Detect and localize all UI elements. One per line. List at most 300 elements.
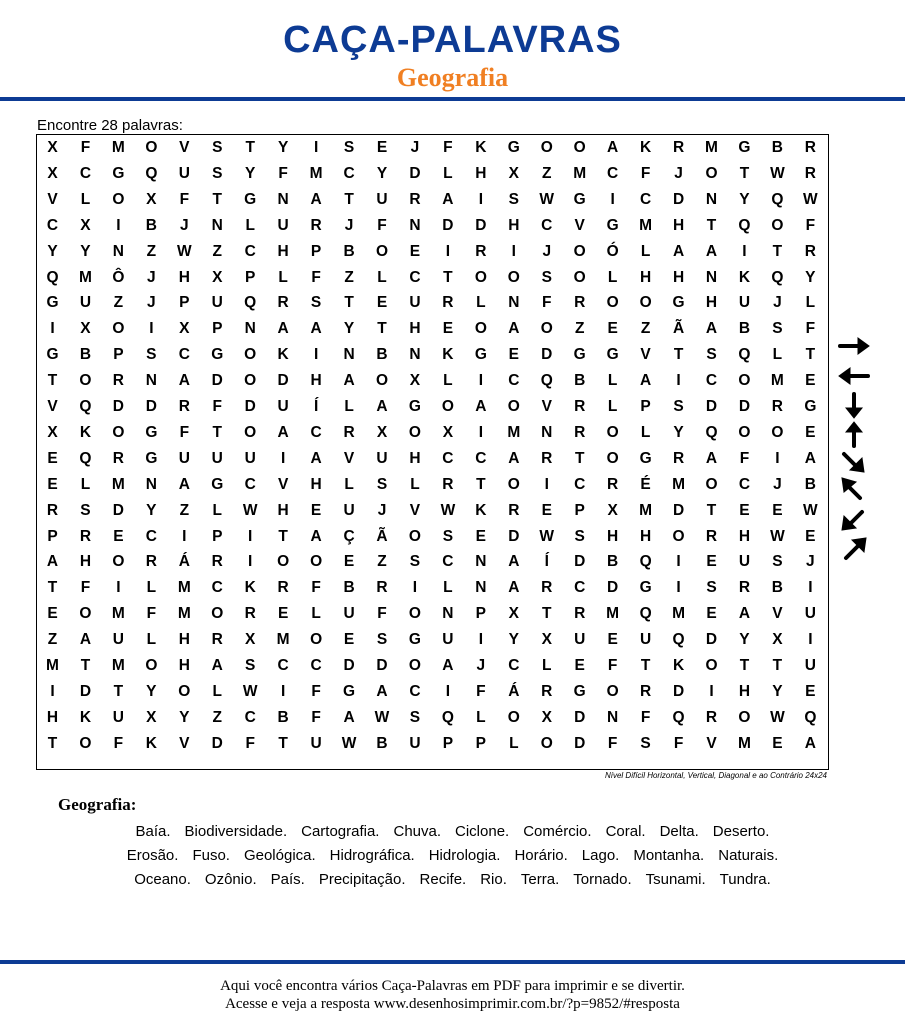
- word-item: Tsunami.: [645, 871, 706, 888]
- grid-letter: I: [478, 423, 483, 441]
- grid-letter: U: [376, 190, 388, 208]
- grid-letter: O: [606, 682, 619, 700]
- grid-letter: H: [607, 527, 619, 545]
- grid-letter: O: [310, 631, 323, 649]
- grid-letter: C: [277, 657, 289, 674]
- grid-letter: F: [212, 398, 222, 415]
- grid-letter: Z: [212, 708, 222, 726]
- grid-letter: Y: [146, 682, 157, 700]
- word-list-title: Geografia:: [58, 795, 137, 814]
- grid-letter: B: [376, 734, 388, 752]
- grid-letter: B: [738, 320, 751, 338]
- grid-letter: K: [79, 708, 92, 726]
- word-item: Baía.: [135, 823, 171, 840]
- grid-letter: A: [310, 449, 322, 467]
- grid-letter: X: [607, 501, 618, 519]
- grid-letter: B: [607, 553, 619, 571]
- grid-letter: Ã: [376, 527, 388, 545]
- grid-letter: Y: [673, 423, 684, 441]
- grid-letter: P: [475, 605, 487, 623]
- grid-letter: L: [607, 398, 618, 415]
- arrow-up-left-icon: [842, 478, 860, 498]
- grid-letter: O: [771, 216, 784, 234]
- grid-letter: Q: [738, 216, 751, 234]
- grid-letter: O: [79, 605, 92, 623]
- grid-letter: X: [772, 631, 783, 649]
- grid-letter: R: [804, 242, 816, 260]
- grid-letter: G: [46, 346, 59, 364]
- grid-letter: Q: [540, 372, 553, 390]
- grid-letter: L: [80, 190, 91, 208]
- grid-letter: I: [412, 579, 418, 597]
- grid-letter: A: [79, 631, 92, 649]
- grid-letter: M: [606, 605, 620, 623]
- grid-letter: G: [211, 475, 224, 493]
- grid-letter: E: [574, 657, 585, 674]
- grid-letter: X: [508, 605, 519, 623]
- word-item: Ozônio.: [204, 871, 257, 888]
- grid-letter: U: [211, 449, 223, 467]
- grid-letter: N: [409, 346, 421, 364]
- grid-letter: T: [47, 372, 58, 390]
- grid-letter: H: [738, 527, 751, 545]
- grid-letter: J: [179, 216, 189, 234]
- grid-letter: I: [775, 449, 780, 467]
- grid-letter: G: [606, 216, 619, 234]
- grid-letter: G: [573, 682, 586, 700]
- grid-letter: R: [804, 164, 816, 182]
- grid-letter: D: [112, 501, 124, 519]
- grid-letter: L: [80, 475, 91, 493]
- grid-letter: I: [445, 242, 451, 260]
- grid-letter: W: [770, 527, 785, 545]
- grid-letter: O: [705, 657, 718, 674]
- grid-letter: P: [640, 398, 651, 415]
- grid-letter: O: [672, 527, 685, 545]
- arrow-right-icon: [840, 338, 869, 354]
- grid-letter: B: [79, 346, 92, 364]
- grid-letter: E: [113, 527, 124, 545]
- grid-letter: O: [408, 657, 421, 674]
- grid-letter: U: [343, 501, 355, 519]
- grid-letter: Y: [805, 268, 816, 286]
- grid-letter: I: [610, 190, 615, 208]
- grid-letter: E: [805, 527, 816, 545]
- grid-letter: F: [377, 605, 387, 623]
- grid-letter: R: [46, 501, 59, 519]
- grid-letter: F: [311, 682, 321, 700]
- grid-letter: I: [50, 682, 55, 700]
- grid-letter: S: [212, 164, 223, 182]
- grid-letter: F: [673, 734, 684, 752]
- grid-letter: Q: [145, 164, 158, 182]
- grid-letter: H: [738, 682, 751, 700]
- grid-letter: W: [242, 682, 258, 700]
- grid-letter: R: [211, 553, 223, 571]
- grid-letter: T: [113, 682, 124, 700]
- grid-letter: K: [442, 346, 454, 364]
- word-item: Delta.: [659, 823, 699, 840]
- grid-letter: A: [211, 657, 223, 674]
- grid-letter: V: [47, 190, 58, 208]
- grid-letter: U: [277, 398, 289, 415]
- grid-letter: N: [145, 475, 157, 493]
- grid-letter: R: [672, 139, 685, 156]
- grid-letter: D: [738, 398, 751, 415]
- grid-letter: X: [541, 631, 552, 649]
- grid-letter: C: [310, 657, 322, 674]
- grid-letter: O: [573, 268, 586, 286]
- grid-letter: I: [676, 579, 681, 597]
- grid-letter: W: [770, 708, 785, 726]
- grid-letter: O: [507, 708, 520, 726]
- page-subtitle: Geografia: [396, 63, 509, 92]
- grid-letter: S: [508, 190, 519, 208]
- arrow-up-right-icon: [846, 538, 866, 558]
- grid-letter: E: [607, 631, 618, 649]
- arrow-up-icon: [846, 422, 862, 446]
- grid-letter: P: [574, 501, 585, 519]
- grid-letter: F: [146, 605, 157, 623]
- grid-letter: U: [804, 605, 816, 623]
- word-item: Hidrográfica.: [329, 847, 415, 864]
- grid-letter: M: [177, 579, 191, 597]
- grid-letter: V: [574, 216, 585, 234]
- grid-letter: X: [179, 320, 190, 338]
- grid-letter: O: [112, 423, 125, 441]
- grid-letter: D: [145, 398, 157, 415]
- grid-letter: Y: [739, 631, 750, 649]
- grid-letter: F: [245, 734, 255, 752]
- grid-letter: C: [508, 372, 520, 390]
- grid-letter: U: [376, 449, 388, 467]
- grid-letter: X: [47, 164, 58, 182]
- grid-letter: S: [574, 527, 585, 545]
- grid-letter: T: [739, 164, 750, 182]
- grid-letter: G: [145, 449, 158, 467]
- grid-letter: R: [145, 553, 157, 571]
- grid-letter: G: [408, 631, 421, 649]
- grid-letter: A: [46, 553, 59, 571]
- grid-letter: C: [178, 346, 190, 364]
- grid-letter: Q: [244, 294, 257, 312]
- grid-letter: T: [443, 268, 453, 286]
- grid-letter: J: [410, 139, 420, 156]
- grid-letter: F: [179, 190, 190, 208]
- grid-letter: E: [310, 501, 322, 519]
- grid-letter: R: [112, 372, 124, 390]
- grid-letter: P: [245, 268, 256, 286]
- grid-letter: Y: [343, 320, 355, 338]
- grid-letter: H: [178, 268, 190, 286]
- grid-letter: S: [409, 708, 421, 726]
- grid-letter: O: [639, 294, 652, 312]
- grid-letter: L: [640, 242, 651, 260]
- grid-letter: J: [147, 294, 156, 312]
- grid-letter: I: [445, 682, 451, 700]
- word-item: Geológica.: [243, 847, 316, 864]
- arrow-left-icon: [839, 368, 868, 384]
- grid-letter: L: [607, 372, 618, 390]
- grid-letter: C: [310, 423, 322, 441]
- grid-letter: O: [771, 423, 784, 441]
- grid-letter: J: [377, 501, 387, 519]
- puzzle-grid: [36, 134, 829, 770]
- grid-letter: Z: [574, 320, 585, 338]
- grid-letter: Z: [113, 294, 124, 312]
- grid-letter: Y: [508, 631, 519, 649]
- grid-letter: X: [80, 320, 91, 338]
- grid-letter: E: [706, 605, 717, 623]
- grid-letter: R: [376, 579, 388, 597]
- grid-letter: O: [540, 139, 553, 156]
- grid-letter: I: [116, 216, 121, 234]
- grid-letter: A: [804, 449, 816, 467]
- word-item: Fuso.: [192, 847, 230, 864]
- grid-letter: Y: [772, 682, 783, 700]
- grid-letter: S: [640, 734, 651, 752]
- grid-letter: M: [46, 657, 59, 674]
- grid-letter: U: [409, 294, 421, 312]
- word-item: Hidrologia.: [428, 847, 501, 864]
- grid-letter: R: [343, 423, 355, 441]
- grid-letter: U: [211, 294, 223, 312]
- top-divider: [0, 97, 905, 101]
- grid-letter: T: [574, 449, 585, 467]
- grid-letter: M: [705, 139, 718, 156]
- grid-letter: S: [772, 553, 783, 571]
- grid-letter: O: [178, 682, 191, 700]
- grid-letter: T: [772, 657, 783, 674]
- grid-letter: O: [705, 475, 718, 493]
- grid-letter: Z: [212, 242, 222, 260]
- grid-letter: L: [344, 398, 354, 415]
- grid-letter: D: [574, 708, 586, 726]
- grid-letter: P: [212, 320, 223, 338]
- grid-letter: L: [245, 216, 255, 234]
- grid-letter: O: [606, 449, 619, 467]
- grid-letter: U: [639, 631, 652, 649]
- grid-letter: L: [476, 294, 486, 312]
- grid-letter: U: [79, 294, 92, 312]
- grid-letter: Z: [47, 631, 58, 649]
- grid-letter: G: [145, 423, 158, 441]
- grid-letter: L: [805, 294, 816, 312]
- grid-letter: S: [310, 294, 322, 312]
- grid-letter: S: [673, 398, 684, 415]
- grid-letter: Á: [178, 553, 190, 571]
- grid-letter: M: [770, 372, 784, 390]
- grid-letter: T: [542, 605, 552, 623]
- grid-letter: J: [344, 216, 354, 234]
- grid-letter: Ô: [112, 268, 125, 286]
- grid-letter: P: [310, 242, 322, 260]
- grid-letter: W: [242, 501, 258, 519]
- grid-letter: R: [574, 398, 586, 415]
- grid-letter: K: [475, 139, 487, 156]
- grid-letter: H: [277, 501, 289, 519]
- grid-letter: A: [804, 734, 816, 752]
- grid-letter: O: [408, 605, 421, 623]
- grid-letter: F: [476, 682, 486, 700]
- grid-letter: L: [377, 268, 387, 286]
- grid-letter: Q: [738, 346, 751, 364]
- grid-letter: Y: [376, 164, 388, 182]
- word-item: Cartografia.: [301, 823, 380, 840]
- grid-letter: O: [408, 423, 421, 441]
- grid-letter: G: [606, 346, 619, 364]
- grid-letter: W: [440, 501, 456, 519]
- grid-letter: H: [705, 294, 718, 312]
- grid-letter: V: [179, 734, 190, 752]
- grid-letter: D: [376, 657, 388, 674]
- grid-letter: V: [409, 501, 421, 519]
- grid-letter: O: [112, 190, 125, 208]
- grid-letter: D: [343, 657, 355, 674]
- grid-letter: G: [804, 398, 817, 415]
- grid-letter: U: [178, 164, 190, 182]
- grid-letter: Á: [508, 682, 520, 700]
- grid-letter: S: [376, 631, 388, 649]
- grid-letter: C: [46, 216, 59, 234]
- grid-letter: J: [147, 268, 156, 286]
- grid-letter: Q: [672, 631, 685, 649]
- grid-letter: H: [79, 553, 92, 571]
- grid-letter: H: [46, 708, 59, 726]
- grid-letter: B: [771, 139, 783, 156]
- grid-letter: L: [311, 605, 321, 623]
- grid-letter: I: [511, 242, 516, 260]
- grid-letter: D: [211, 372, 223, 390]
- grid-letter: D: [672, 682, 685, 700]
- grid-letter: S: [442, 527, 454, 545]
- grid-letter: E: [47, 475, 58, 493]
- grid-letter: Q: [705, 423, 718, 441]
- grid-letter: K: [672, 657, 685, 674]
- grid-letter: M: [507, 423, 521, 441]
- grid-letter: S: [212, 139, 223, 156]
- grid-letter: D: [79, 682, 92, 700]
- grid-letter: R: [409, 190, 421, 208]
- grid-letter: M: [573, 164, 587, 182]
- grid-letter: M: [111, 139, 125, 156]
- grid-letter: B: [804, 475, 816, 493]
- grid-letter: E: [442, 320, 454, 338]
- word-item: Ciclone.: [455, 823, 510, 840]
- grid-letter: C: [607, 164, 619, 182]
- grid-letter: X: [212, 268, 223, 286]
- grid-letter: O: [441, 398, 454, 415]
- grid-letter: E: [475, 527, 487, 545]
- arrow-down-right-icon: [844, 454, 864, 472]
- grid-letter: F: [80, 579, 91, 597]
- grid-letter: X: [47, 139, 58, 156]
- grid-letter: L: [476, 708, 486, 726]
- grid-letter: H: [310, 475, 322, 493]
- grid-letter: O: [705, 164, 718, 182]
- word-item: Deserto.: [712, 823, 770, 840]
- page-title: CAÇA-PALAVRAS: [283, 19, 622, 61]
- grid-letter: C: [574, 475, 586, 493]
- grid-letter: V: [541, 398, 552, 415]
- grid-letter: O: [310, 553, 323, 571]
- grid-letter: S: [146, 346, 157, 364]
- grid-letter: L: [443, 579, 453, 597]
- grid-letter: T: [640, 657, 651, 674]
- grid-letter: K: [145, 734, 157, 752]
- grid-letter: N: [607, 708, 619, 726]
- grid-letter: Q: [46, 268, 59, 286]
- grid-letter: A: [277, 423, 289, 441]
- grid-letter: N: [244, 320, 256, 338]
- word-item: Horário.: [514, 847, 568, 864]
- grid-letter: X: [442, 423, 454, 441]
- grid-letter: E: [541, 501, 552, 519]
- grid-letter: O: [573, 139, 586, 156]
- grid-letter: N: [475, 553, 487, 571]
- grid-letter: S: [706, 579, 717, 597]
- grid-letter: I: [544, 475, 549, 493]
- grid-letter: P: [442, 734, 454, 752]
- grid-letter: F: [278, 164, 288, 182]
- grid-letter: N: [211, 216, 223, 234]
- grid-letter: M: [639, 216, 653, 234]
- grid-letter: E: [376, 139, 388, 156]
- grid-letter: Q: [771, 268, 784, 286]
- grid-letter: I: [478, 190, 483, 208]
- grid-letter: E: [343, 553, 355, 571]
- grid-letter: Í: [313, 398, 319, 415]
- grid-letter: C: [244, 242, 256, 260]
- grid-letter: F: [311, 579, 321, 597]
- grid-letter: S: [245, 657, 256, 674]
- grid-letter: C: [442, 449, 454, 467]
- grid-letter: C: [705, 372, 718, 390]
- word-list-line: [0, 847, 905, 865]
- grid-letter: Q: [639, 553, 652, 571]
- grid-letter: K: [277, 346, 289, 364]
- word-item: Naturais.: [718, 847, 779, 864]
- grid-letter: G: [46, 294, 59, 312]
- grid-letter: G: [474, 346, 487, 364]
- grid-letter: T: [344, 190, 354, 208]
- instruction-text: Encontre 28 palavras:: [37, 117, 183, 134]
- grid-letter: W: [176, 242, 192, 260]
- grid-letter: A: [508, 579, 520, 597]
- grid-letter: C: [475, 449, 487, 467]
- grid-letter: Z: [377, 553, 387, 571]
- grid-letter: O: [112, 320, 125, 338]
- grid-letter: I: [149, 320, 154, 338]
- grid-letter: I: [280, 449, 286, 467]
- grid-letter: B: [376, 346, 388, 364]
- grid-letter: N: [508, 294, 520, 312]
- grid-letter: I: [116, 579, 121, 597]
- difficulty-note: Nível Difícil Horizontal, Vertical, Diagonal e ao Contrário 24x24: [604, 771, 827, 780]
- grid-letter: O: [573, 242, 586, 260]
- grid-letter: Ó: [606, 242, 619, 260]
- grid-letter: O: [79, 372, 92, 390]
- grid-letter: W: [341, 734, 357, 752]
- grid-letter: K: [244, 579, 256, 597]
- grid-letter: K: [639, 139, 652, 156]
- word-item: Oceano.: [134, 871, 191, 888]
- grid-letter: M: [111, 605, 125, 623]
- grid-letter: R: [442, 475, 454, 493]
- grid-letter: I: [676, 372, 681, 390]
- grid-letter: D: [244, 398, 256, 415]
- grid-letter: S: [772, 320, 783, 338]
